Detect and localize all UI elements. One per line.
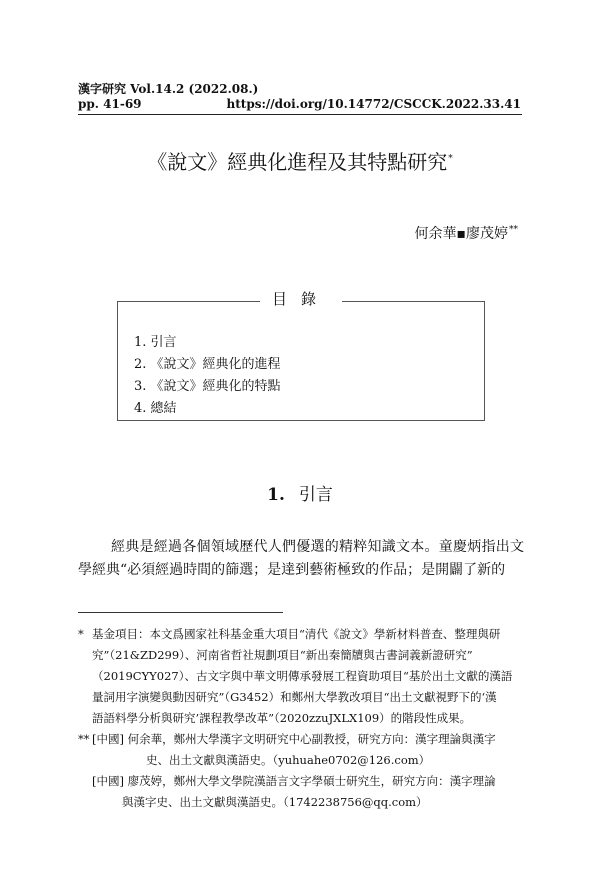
toc-item[interactable]: 4. 總結 [134, 401, 177, 416]
footnote-mark: ** [78, 732, 90, 746]
footnote-mark: * [78, 627, 84, 641]
footnote-line: 究”（21&ZD299）、河南省哲社規劃項目“新出秦簡牘與古書詞義新證研究” [92, 648, 473, 662]
body-paragraph: 經典是經過各個領域歷代人們優選的精粹知識文本。童慶炳指出文學經典“必須經過時間的篩選；是達到藝術極致的作品；是開闢了新的 [78, 539, 524, 578]
footnote-line: [中國] 何余華，鄭州大學漢字文明研究中心副教授，研究方向：漢字理論與漢字 [92, 732, 496, 746]
author-line [415, 223, 519, 243]
toc-item[interactable]: 2. 《說文》經典化的進程 [134, 357, 281, 372]
footnote-divider [78, 612, 283, 613]
author-footnote-mark[interactable]: ** [509, 225, 518, 236]
section-heading [0, 480, 600, 505]
toc-item[interactable]: 1. 引言 [134, 335, 177, 350]
paper-title [0, 146, 600, 175]
paper-title-text: 《說文》經典化進程及其特點研究 [147, 150, 448, 174]
footnote-author-2 [78, 771, 524, 813]
footnote-line: [中國] 廖茂婷，鄭州大學文學院漢語言文字學碩士研究生，研究方向：漢字理論 [92, 774, 496, 788]
toc-heading [118, 288, 484, 309]
table-of-contents [117, 290, 485, 421]
page-range: pp. 41-69 [78, 97, 142, 111]
footnote-line: 語語料學分析與研究’課程教學改革”（2020zzuJXLX109）的階段性成果。 [92, 711, 472, 725]
footnote-funding [78, 624, 524, 729]
footnote-line: 與漢字史、出土文獻與漢語史。（1742238756@qq.com） [122, 795, 428, 809]
toc-list [134, 332, 281, 420]
section-title: 引言 [298, 485, 333, 505]
toc-heading-text: 目錄 [260, 290, 342, 308]
header-divider [78, 114, 522, 115]
footnote-line: （2019CYY027）、古文字與中華文明傳承發展工程資助項目“基於出土文獻的漢語 [92, 669, 513, 683]
toc-item[interactable]: 3. 《說文》經典化的特點 [134, 379, 281, 394]
title-footnote-mark[interactable]: * [448, 154, 453, 165]
footnote-line: 基金項目：本文爲國家社科基金重大項目“清代《說文》學新材料普查、整理與研 [92, 627, 501, 641]
doi-link[interactable]: https://doi.org/10.14772/CSCCK.2022.33.41 [226, 97, 521, 111]
footnote-line: 量詞用字演變與動因研究”（G3452）和鄭州大學教改項目“出土文獻視野下的‘漢 [92, 690, 497, 704]
section-number: 1. [267, 485, 285, 505]
footnote-line: 史、出土文獻與漢語史。（yuhuahe0702@126.com） [146, 753, 431, 767]
author-names: 何余華▪廖茂婷 [414, 226, 508, 242]
journal-name: 漢字研究 Vol.14.2 (2022.08.) [78, 82, 259, 96]
footnote-author-1 [78, 729, 524, 771]
